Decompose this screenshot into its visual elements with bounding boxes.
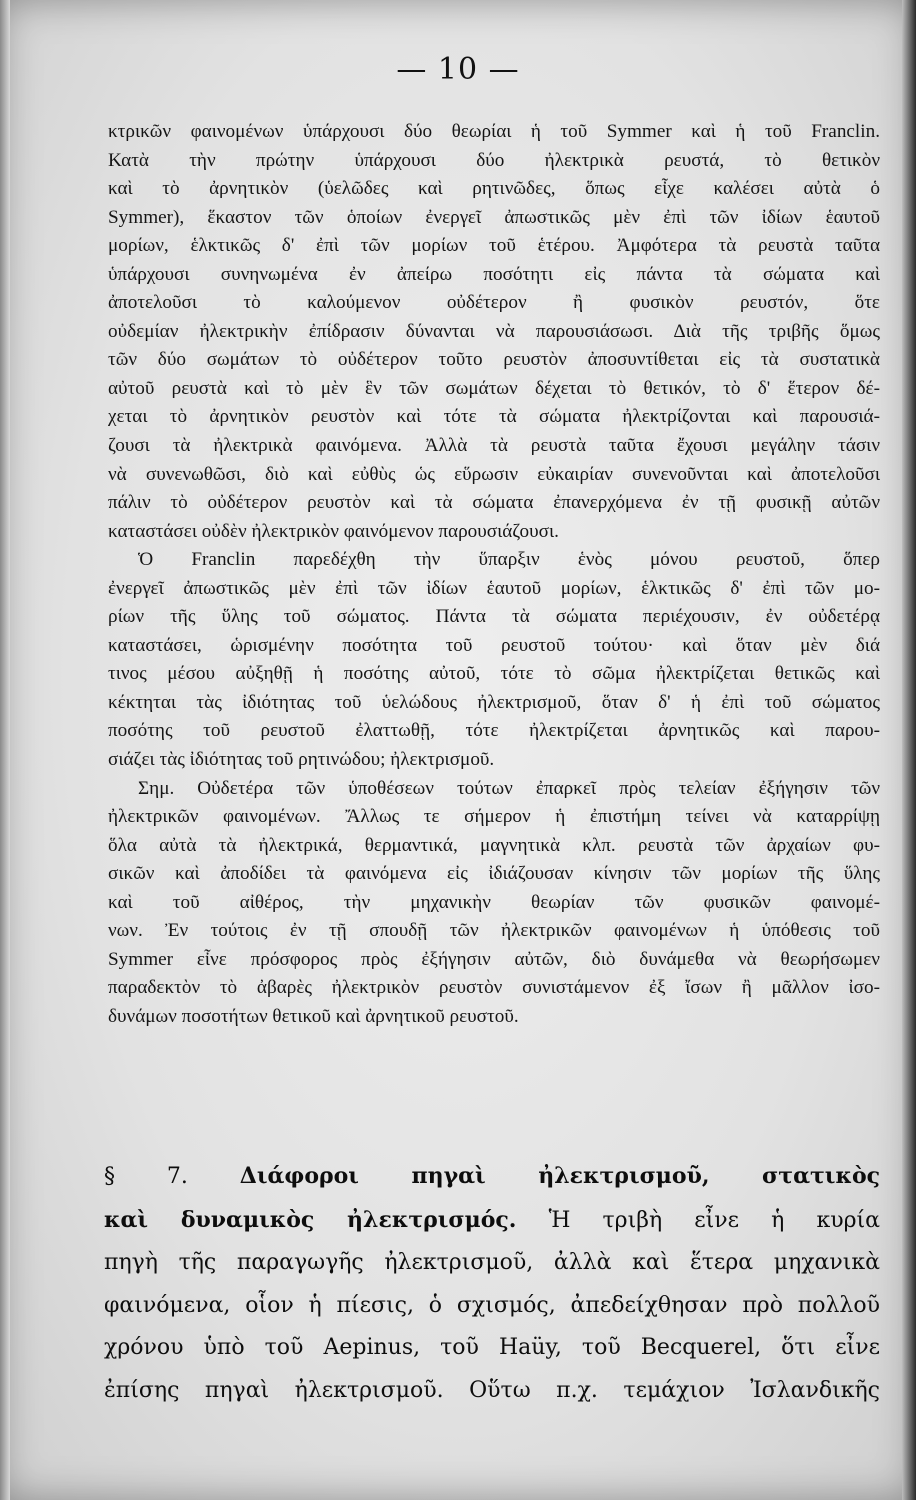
section-text-line: ἐπίσης πηγαὶ ἠλεκτρισμοῦ. Οὕτω π.χ. τεμάχιον Ἰσλανδικῆς xyxy=(104,1377,880,1403)
text-line: τῶν δύο σωμάτων τὸ οὐδέτερον τοῦτο ρευστὸν ἀποσυντίθεται εἰς τὰ συστατικὰ xyxy=(108,349,880,371)
text-line: χεται τὸ ἀρνητικὸν ρευστὸν καὶ τότε τὰ σώματα ἠλεκτρίζονται καὶ παρουσιά- xyxy=(108,406,880,428)
text-line: κέκτηται τὰς ἰδιότητας τοῦ ὑελώδους ἠλεκτρισμοῦ, ὅταν δ' ἡ ἐπὶ τοῦ σώματος xyxy=(108,691,880,713)
text-line: νων. Ἐν τούτοις ἐν τῇ σπουδῇ τῶν ἠλεκτρικῶν φαινομένων ἡ ὑπόθεσις τοῦ xyxy=(108,920,880,942)
text-line: καταστάσει, ὡρισμένην ποσότητα τοῦ ρευστοῦ τούτου· καὶ ὅταν μὲν διά xyxy=(108,634,880,656)
section-title-part2: καὶ δυναμικὸς ἠλεκτρισμός. xyxy=(104,1206,517,1233)
text-line: σιάζει τὰς ἰδιότητας τοῦ ρητινώδου; ἠλεκτρισμοῦ. xyxy=(108,749,495,771)
text-line: Symmer εἶνε πρόσφορος πρὸς ἐξήγησιν αὐτῶν, διὸ δυνάμεθα νὰ θεωρήσωμεν xyxy=(108,948,880,970)
section-title-part1: Διάφοροι πηγαὶ ἠλεκτρισμοῦ, στατικὸς xyxy=(239,1163,881,1189)
text-line: καὶ τοῦ αἰθέρος, τὴν μηχανικὴν θεωρίαν τῶν φυσικῶν φαινομέ- xyxy=(108,891,880,913)
section-text-line: χρόνου ὑπὸ τοῦ Aepinus, τοῦ Haüy, τοῦ Becquerel, ὅτι εἶνε xyxy=(104,1335,880,1360)
section-heading-line xyxy=(104,1155,880,1199)
text-line: αὐτοῦ ρευστὰ καὶ τὸ μὲν ἓν τῶν σωμάτων δέχεται τὸ θετικόν, τὸ δ' ἕτερον δέ- xyxy=(108,377,880,399)
text-line: Σημ. Οὐδετέρα τῶν ὑποθέσεων τούτων ἐπαρκεῖ πρὸς τελείαν ἐξήγησιν τῶν xyxy=(138,777,880,799)
text-line: καὶ τὸ ἀρνητικὸν (ὑελῶδες καὶ ρητινῶδες, ὅπως εἶχε καλέσει αὐτὰ ὁ xyxy=(108,178,880,200)
text-line: ὑπάρχουσι συνηνωμένα ἐν ἀπείρω ποσότητι εἰς πάντα τὰ σώματα καὶ xyxy=(108,263,880,285)
section-text-line: πηγὴ τῆς παραγωγῆς ἠλεκτρισμοῦ, ἀλλὰ καὶ ἕτερα μηχανικὰ xyxy=(104,1250,880,1275)
text-line: καταστάσει οὐδὲν ἠλεκτρικὸν φαινόμενον παρουσιάζουσι. xyxy=(108,520,559,542)
text-line: νὰ συνενωθῶσι, διὸ καὶ εὐθὺς ὡς εὕρωσιν εὐκαιρίαν συνενοῦνται καὶ ἀποτελοῦσι xyxy=(108,463,880,485)
text-line: ἀποτελοῦσι τὸ καλούμενον οὐδέτερον ἢ φυσικὸν ρευστόν, ὅτε xyxy=(108,292,880,314)
section-text-line: φαινόμενα, οἷον ἡ πίεσις, ὁ σχισμός, ἀπεδείχθησαν πρὸ πολλοῦ xyxy=(104,1292,880,1318)
page-left-edge xyxy=(0,0,10,1500)
section-text-start: Ἡ τριβὴ εἶνε ἡ κυρία xyxy=(548,1207,880,1233)
section-heading-line-2 xyxy=(104,1199,880,1243)
text-line: σικῶν καὶ ἀποδίδει τὰ φαινόμενα εἰς ἰδιάζουσαν κίνησιν τῶν μορίων τῆς ὕλης xyxy=(108,863,880,885)
page-right-edge xyxy=(902,0,916,1500)
text-line: δυνάμων ποσοτήτων θετικοῦ καὶ ἀρνητικοῦ ρευστοῦ. xyxy=(108,1005,519,1027)
text-line: ὅλα αὐτὰ τὰ ἠλεκτρικά, θερμαντικά, μαγνητικὰ κλπ. ρευστὰ τῶν ἀρχαίων φυ- xyxy=(108,834,880,856)
text-line: πάλιν τὸ οὐδέτερον ρευστὸν καὶ τὰ σώματα ἐπανερχόμενα ἐν τῇ φυσικῇ αὐτῶν xyxy=(108,492,880,514)
text-line: ἐνεργεῖ ἀπωστικῶς μὲν ἐπὶ τῶν ἰδίων ἑαυτοῦ μορίων, ἑλκτικῶς δ' ἐπὶ τῶν μο- xyxy=(108,577,880,599)
text-line: Symmer), ἕκαστον τῶν ὁποίων ἐνεργεῖ ἀπωστικῶς μὲν ἐπὶ τῶν ἰδίων ἑαυτοῦ xyxy=(108,206,880,228)
text-line: ζουσι τὰ ἠλεκτρικὰ φαινόμενα. Ἀλλὰ τὰ ρευστὰ ταῦτα ἔχουσι μεγάλην τάσιν xyxy=(108,435,880,457)
text-line: Κατὰ τὴν πρώτην ὑπάρχουσι δύο ἠλεκτρικὰ ρευστά, τὸ θετικὸν xyxy=(108,149,880,171)
page-number: — 10 — xyxy=(396,52,520,87)
text-line: οὐδεμίαν ἠλεκτρικὴν ἐπίδρασιν δύνανται νὰ παρουσιάσωσι. Διὰ τῆς τριβῆς ὅμως xyxy=(108,320,880,342)
text-line: μορίων, ἑλκτικῶς δ' ἐπὶ τῶν μορίων τοῦ ἑτέρου. Ἀμφότερα τὰ ρευστὰ ταῦτα xyxy=(108,235,880,257)
text-line: παραδεκτὸν τὸ ἀβαρὲς ἠλεκτρικὸν ρευστὸν συνιστάμενον ἐξ ἴσων ἢ μᾶλλον ἰσο- xyxy=(108,977,880,999)
text-line: τινος μέσου αὐξηθῇ ἡ ποσότης αὐτοῦ, τότε τὸ σῶμα ἠλεκτρίζεται θετικῶς καὶ xyxy=(108,663,880,685)
text-line: ποσότης τοῦ ρευστοῦ ἐλαττωθῇ, τότε ἠλεκτρίζεται ἀρνητικῶς καὶ παρου- xyxy=(108,720,880,742)
text-line: ρίων τῆς ὕλης τοῦ σώματος. Πάντα τὰ σώματα περιέχουσιν, ἐν οὐδετέρᾳ xyxy=(108,606,880,628)
text-line: κτρικῶν φαινομένων ὑπάρχουσι δύο θεωρίαι ἡ τοῦ Symmer καὶ ἡ τοῦ Franclin. xyxy=(108,121,880,142)
section-number: § 7. xyxy=(104,1164,188,1189)
body-text xyxy=(108,118,880,1032)
section-7 xyxy=(104,1155,880,1412)
text-line: ἠλεκτρικῶν φαινομένων. Ἄλλως τε σήμερον ἡ ἐπιστήμη τείνει νὰ καταρρίψῃ xyxy=(108,806,880,828)
text-line: Ὁ Franclin παρεδέχθη τὴν ὕπαρξιν ἑνὸς μόνου ρευστοῦ, ὅπερ xyxy=(138,549,880,571)
